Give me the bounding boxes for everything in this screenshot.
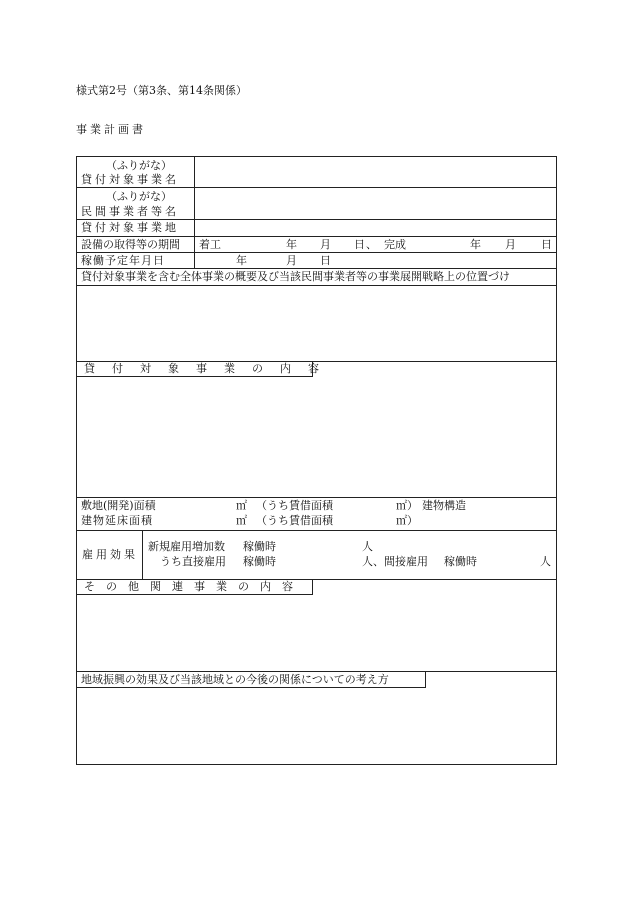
start-label: 着工	[199, 238, 221, 251]
site-lease-area-label: （うち賃借面積	[256, 499, 333, 512]
furigana-label-1: （ふりがな）	[106, 159, 172, 172]
loan-project-name-label: 貸付対象事業名	[81, 173, 179, 186]
new-hire-label: 新規雇用増加数	[148, 540, 225, 553]
loan-project-content-label: 貸付対象事業の内容	[84, 362, 336, 375]
direct-hire-operation: 稼働時	[243, 555, 276, 568]
loan-project-location-label: 貸付対象事業地	[81, 221, 179, 234]
operation-date-label: 稼働予定年月日	[81, 254, 165, 267]
floor-lease-close: ㎡）	[396, 514, 418, 527]
overview-label: 貸付対象事業を含む全体事業の概要及び当該民間事業者等の事業展開戦略上の位置づけ	[81, 270, 510, 283]
furigana-label-2: （ふりがな）	[106, 190, 172, 203]
operation-year: 年	[236, 254, 247, 267]
form-number: 様式第2号（第3条、第14条関係）	[76, 84, 247, 97]
site-lease-close: ㎡）	[396, 499, 418, 512]
direct-hire-label: うち直接雇用	[160, 555, 226, 568]
acquisition-period-label: 設備の取得等の期間	[81, 238, 180, 251]
complete-year: 年	[470, 238, 481, 251]
start-month: 月	[320, 238, 331, 251]
floor-lease-area-label: （うち賃借面積	[256, 514, 333, 527]
private-operator-name-label: 民間事業者等名	[81, 205, 179, 218]
indirect-hire-label: 人、間接雇用	[362, 555, 428, 568]
operation-day: 日	[320, 254, 331, 267]
operation-month: 月	[286, 254, 297, 267]
start-year: 年	[286, 238, 297, 251]
start-day: 日	[354, 238, 365, 251]
site-area-unit: ㎡	[236, 499, 247, 512]
floor-area-label: 建物延床面積	[81, 514, 153, 527]
regional-effect-label: 地域振興の効果及び当該地域との今後の関係についての考え方	[81, 673, 389, 686]
indirect-hire-operation: 稼働時	[444, 555, 477, 568]
new-hire-persons: 人	[362, 540, 373, 553]
separator: 、	[366, 238, 377, 251]
complete-label: 完成	[384, 238, 406, 251]
other-projects-label: その他関連事業の内容	[84, 580, 304, 593]
building-structure-label: 建物構造	[422, 499, 466, 512]
complete-month: 月	[505, 238, 516, 251]
complete-day: 日	[541, 238, 552, 251]
floor-area-unit: ㎡	[236, 514, 247, 527]
indirect-hire-persons: 人	[540, 555, 551, 568]
new-hire-operation: 稼働時	[243, 540, 276, 553]
site-area-label: 敷地(開発)面積	[81, 499, 156, 512]
page-title: 事業計画書	[76, 123, 146, 136]
employment-label: 雇用効果	[82, 548, 138, 561]
